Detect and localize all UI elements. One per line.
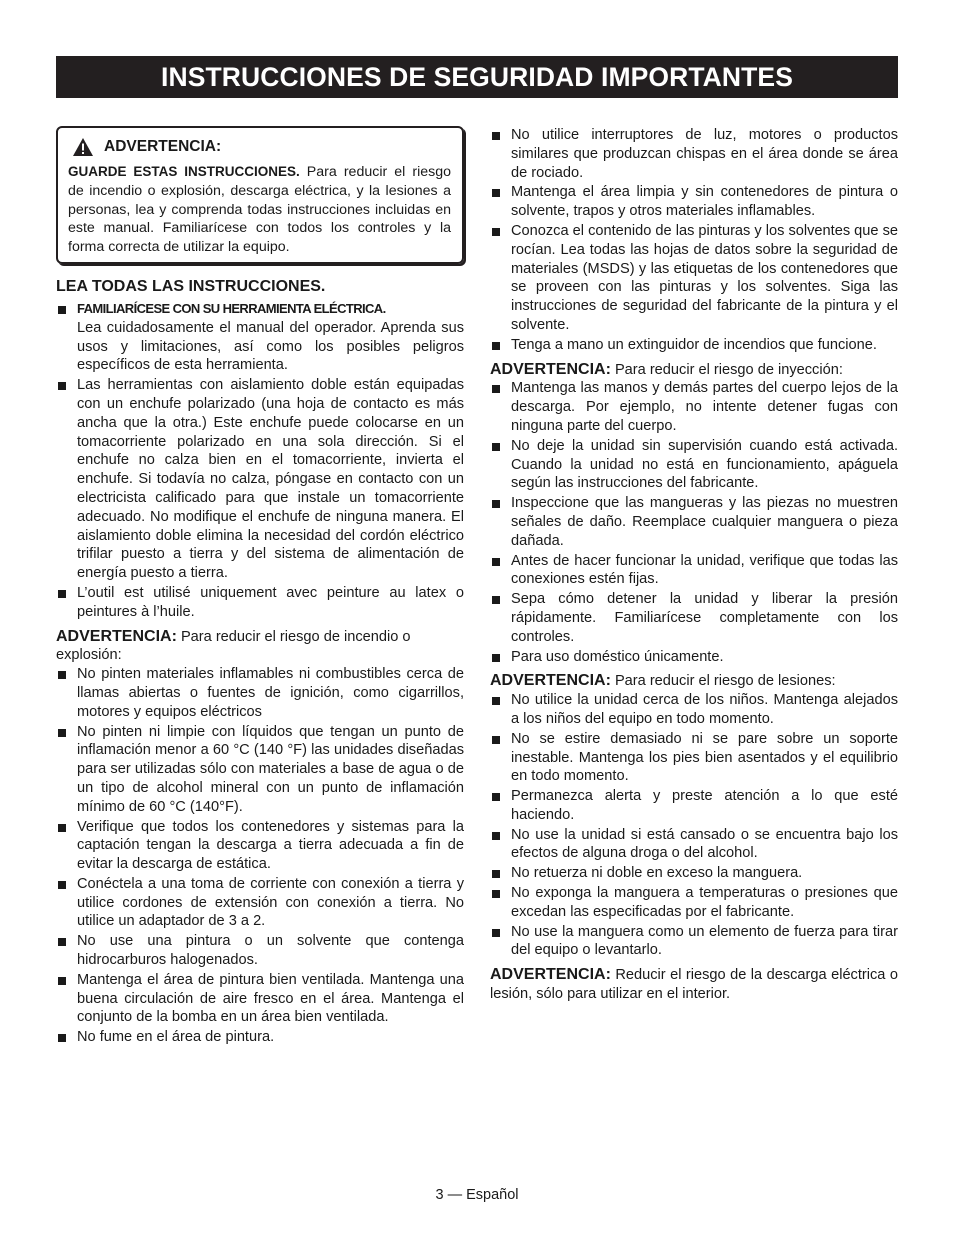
read-all-title: LEA TODAS LAS INSTRUCCIONES.	[56, 277, 326, 295]
fire-warning: ADVERTENCIA: Para reducir el riesgo de incendio o explosión:	[56, 627, 411, 664]
injury-warning: ADVERTENCIA: Para reducir el riesgo de lesiones:	[490, 672, 836, 690]
list-item: No se estire demasiado ni se pare sobre un soporte inestable. Mantenga los pies bien asentados y el equilibrio en todo momento.	[490, 730, 898, 786]
page-number: 3 — Español	[435, 1187, 519, 1203]
list-item: No deje la unidad sin supervisión cuando está activada. Cuando la unidad no está en funcionamiento, apáguela según las instrucciones del fabricante.	[490, 437, 898, 493]
list-item: Inspeccione que las mangueras y las piezas no muestren señales de daño. Reemplace cualquier manguera o pieza dañada.	[490, 494, 898, 550]
list-item: No use la manguera como un elemento de fuerza para tirar del equipo o levantarlo.	[490, 923, 898, 961]
warning-box-text: GUARDE ESTAS INSTRUCCIONES. Para reducir el riesgo de incendio o explosión, descarga eléctrica, y la lesiones a personas, lea y comprenda todas instrucciones incluidas en este manual. Familiarícese con todos los controles y la forma correcta de utilizar la equipo.	[68, 164, 451, 256]
list-item: No use una pintura o un solvente que contenga hidrocarburos halogenados.	[56, 932, 464, 970]
warning-triangle-icon	[72, 137, 94, 157]
list-item: No retuerza ni doble en exceso la manguera.	[490, 864, 898, 883]
shock-warning: ADVERTENCIA: Reducir el riesgo de la descarga eléctrica o lesión, sólo para utilizar en el interior.	[490, 966, 898, 1003]
list-item: Mantenga las manos y demás partes del cuerpo lejos de la descarga. Por ejemplo, no intente detener fugas con ninguna parte del cuerpo.	[490, 379, 898, 435]
injection-warning: ADVERTENCIA: Para reducir el riesgo de inyección:	[490, 360, 843, 378]
list-item: FAMILIARÍCESE CON SU HERRAMIENTA ELÉCTRICA. Lea cuidadosamente el manual del operador. Aprenda sus usos y limitaciones, así como los posibles peligros específicos de esta herramienta.	[56, 300, 464, 375]
page-title: INSTRUCCIONES DE SEGURIDAD IMPORTANTES	[56, 56, 898, 98]
warning-box-lead: GUARDE ESTAS INSTRUCCIONES.	[68, 164, 300, 179]
list-item: Las herramientas con aislamiento doble están equipadas con un enchufe polarizado (una hoja de contacto es más ancha que la otra.) Este enchufe puede colocarse en un tomacorriente polarizado en una sola dirección. Si el enchufe no calza bien en el tomacorriente, invierta el enchufe. Si todavía no calza, póngase en contacto con un electricista calificado para que instale un tomacorriente adecuado. No modifique el enchufe de ninguna manera. El aislamiento doble elimina la necesidad del cordón eléctrico trifilar puesto a tierra y del sistema de alimentación de energía puesto a tierra.	[56, 376, 464, 583]
list-item: L’outil est utilisé uniquement avec peinture au latex o peintures à l’huile.	[56, 584, 464, 622]
list-item: Mantenga el área de pintura bien ventilada. Mantenga una buena circulación de aire fresco en el área. Mantenga el conjunto de la bomba en un área bien ventilada.	[56, 971, 464, 1027]
fire-list-continued	[490, 126, 898, 355]
list-item: No exponga la manguera a temperaturas o presiones que excedan las especificadas por el fabricante.	[490, 884, 898, 922]
fire-list	[56, 665, 464, 1047]
list-item: Mantenga el área limpia y sin contenedores de pintura o solvente, trapos y otros materiales inflamables.	[490, 183, 898, 221]
list-item: Antes de hacer funcionar la unidad, verifique que todas las conexiones estén fijas.	[490, 552, 898, 590]
list-item: No pinten materiales inflamables ni combustibles cerca de llamas abiertas o fuentes de ignición, como cigarrillos, motores y equipos eléctricos	[56, 665, 464, 721]
list-item: Conéctela a una toma de corriente con conexión a tierra y utilice cordones de extensión con conexión a tierra. No utilice un adaptador de 3 a 2.	[56, 875, 464, 931]
list-item: No use la unidad si está cansado o se encuentra bajo los efectos de alguna droga o del alcohol.	[490, 826, 898, 864]
left-column	[56, 126, 464, 1050]
list-item: No fume en el área de pintura.	[56, 1028, 464, 1047]
list-item: Sepa cómo detener la unidad y liberar la presión rápidamente. Familiarícese completamente con los controles.	[490, 590, 898, 646]
list-item: Para uso doméstico únicamente.	[490, 648, 898, 667]
injection-list	[490, 379, 898, 666]
read-all-list	[56, 300, 464, 622]
warning-box	[56, 126, 464, 264]
warning-box-title: ADVERTENCIA:	[104, 138, 222, 155]
list-item: Verifique que todos los contenedores y sistemas para la captación tengan la descarga a tierra adecuada a fin de evitar la descarga de estática.	[56, 818, 464, 874]
right-column	[490, 126, 898, 1004]
list-item: Tenga a mano un extinguidor de incendios que funcione.	[490, 336, 898, 355]
list-item: No utilice interruptores de luz, motores o productos similares que produzcan chispas en el área donde se área de rociado.	[490, 126, 898, 182]
list-item: No pinten ni limpie con líquidos que tengan un punto de inflamación menor a 60 °C (140 °F) las unidades diseñadas para ser utilizadas sólo con materiales a base de agua o de un tipo de alcohol mineral con un punto de inflamación mínimo de 60 °C (140°F).	[56, 723, 464, 817]
injury-list	[490, 691, 898, 960]
list-item: No utilice la unidad cerca de los niños. Mantenga alejados a los niños del equipo en todo momento.	[490, 691, 898, 729]
list-item: Conozca el contenido de las pinturas y los solventes que se rocían. Lea todas las hojas de datos sobre la seguridad de materiales (MSDS) y las etiquetas de los contenedores que se proveen con las pinturas y los solventes. Siga las instrucciones de seguridad del fabricante de la pintura y el solvente.	[490, 222, 898, 335]
list-item: Permanezca alerta y preste atención a lo que esté haciendo.	[490, 787, 898, 825]
